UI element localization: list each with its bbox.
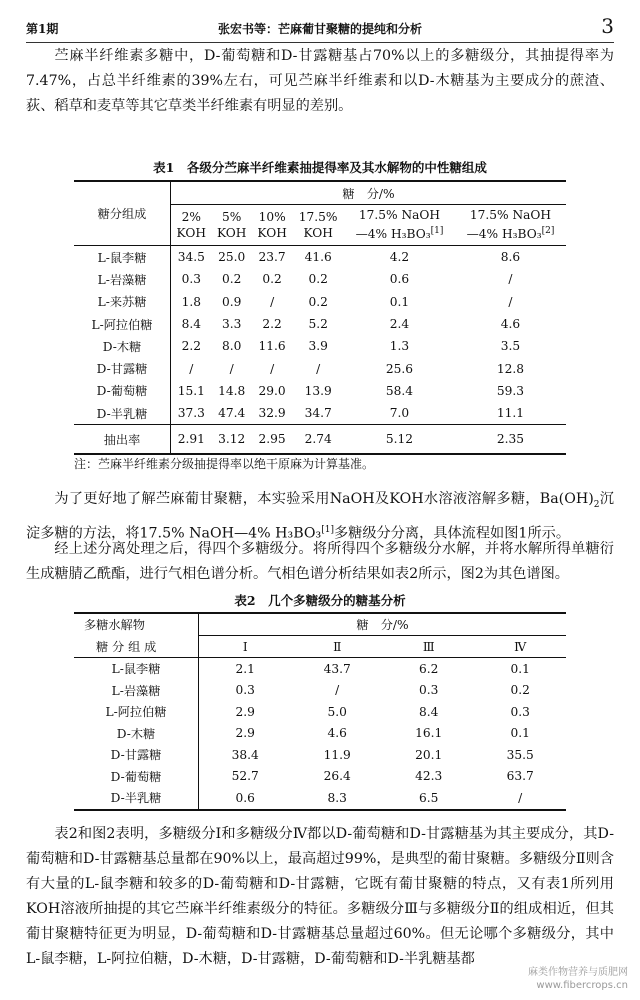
row-label: D-甘露糖 [74, 744, 199, 766]
table1-caption: 表1 各级分苎麻半纤维素抽提得率及其水解物的中性糖组成 [153, 160, 487, 175]
table-row [74, 380, 566, 402]
table-cell: 8.4 [419, 704, 439, 719]
table-cell: 3.9 [308, 339, 328, 354]
table-cell: 35.5 [506, 747, 534, 762]
running-title: 张宏书等：芒麻葡甘聚糖的提纯和分析 [217, 22, 422, 36]
table-cell: / [508, 272, 513, 287]
table-cell: 0.3 [419, 683, 439, 698]
watermark-line-1: 麻类作物营养与质肥网 [528, 967, 628, 978]
table-cell: 0.2 [308, 294, 328, 309]
table-cell: 0.2 [262, 272, 282, 287]
table-cell: 42.3 [415, 769, 443, 784]
row-label: D-半乳糖 [74, 787, 199, 810]
table1-yield-row [74, 425, 566, 455]
table-cell: 2.9 [235, 704, 255, 719]
table-cell: 20.1 [415, 747, 443, 762]
table-cell: 11.1 [496, 406, 525, 421]
table-cell: / [508, 294, 513, 309]
table-cell: 0.6 [199, 787, 292, 810]
table-cell: / [229, 361, 234, 376]
table-cell: 34.7 [304, 406, 332, 421]
paragraph-3: 经上述分离处理之后，得四个多糖级分。将所得四个多糖级分水解，并将水解所得单糖衍生成糖腈乙酰酯，进行气相色谱分析。气相色谱分析结果如表2所示，图2为其色谱图。 [26, 541, 614, 582]
table2-diag-top: 多糖水解物 [74, 613, 199, 636]
table1-column-header-line1: 17.5% NaOH [358, 208, 441, 223]
table2-caption: 表2 几个多糖级分的糖基分析 [234, 593, 406, 608]
table1-column-header [455, 205, 566, 246]
paragraph-2-part-a: 为了更好地了解苎麻葡甘聚糖，本实验采用NaOH及KOH水溶液溶解多糖，Ba(OH) [54, 491, 594, 507]
yield-cell: 2.35 [455, 425, 566, 455]
row-label: D-木糖 [74, 335, 171, 357]
table-cell: 8.3 [291, 787, 383, 810]
table-cell: 2.4 [389, 317, 410, 332]
yield-cell: 2.74 [292, 425, 344, 455]
table-cell: 11.6 [258, 339, 286, 354]
table-cell: 59.3 [496, 383, 525, 398]
table1-column-header [212, 205, 252, 246]
table-row [74, 744, 566, 766]
table1-column-header-line2: KOH [176, 226, 206, 240]
table2-column-header: Ⅲ [383, 636, 475, 658]
table1-column-header-line2-wrap [457, 223, 564, 242]
row-label: D-葡萄糖 [74, 380, 171, 402]
table-cell: 5.2 [308, 317, 328, 332]
table-cell: 26.4 [323, 769, 351, 784]
table-cell: 25.0 [218, 250, 246, 265]
row-label: L-阿拉伯糖 [74, 701, 199, 723]
table-cell: 58.4 [385, 383, 414, 398]
row-label: D-半乳糖 [74, 402, 171, 425]
table-cell: 1.3 [389, 339, 410, 354]
table-cell: / [189, 361, 194, 376]
table2 [74, 612, 566, 811]
table-cell: 63.7 [506, 769, 534, 784]
yield-cell: 5.12 [344, 425, 455, 455]
yield-cell: 2.95 [252, 425, 292, 455]
table-cell: 6.2 [419, 661, 439, 676]
table-row [74, 766, 566, 788]
table-cell: 43.7 [323, 661, 351, 676]
table-cell: 3.3 [222, 317, 242, 332]
table-cell: 0.3 [235, 683, 255, 698]
table-cell: 16.1 [415, 726, 443, 741]
table1-column-header-line1: 17.5% NaOH [469, 208, 552, 223]
table1-column-header [292, 205, 344, 246]
table-cell: 5.0 [327, 704, 347, 719]
table-cell: 8.4 [181, 317, 201, 332]
table-cell: 15.1 [177, 383, 205, 398]
table-cell: 1.8 [181, 294, 201, 309]
table1-column-header-line1: 10% [258, 210, 286, 224]
table-cell: 0.1 [510, 661, 530, 676]
table-cell: 52.7 [231, 769, 259, 784]
table-cell: 11.9 [323, 747, 351, 762]
paragraph-4: 表2和图2表明，多糖级分Ⅰ和多糖级分Ⅳ都以D-葡萄糖和D-甘露糖基为其主要成分，其D-葡萄糖和D-甘露糖基总量都在90%以上，最高超过99%，是典型的葡甘聚糖。多糖级分Ⅱ则含有大量的L-鼠李糖和较多的D-葡萄糖和D-甘露糖，它既有葡甘聚糖的特点，又有表1所列用KOH溶液所抽提的其它苎麻半纤维素级分的特征。多糖级分Ⅲ与多糖级分Ⅱ的组成相近，但其葡甘聚糖特征更为明显，D-葡萄糖和D-甘露糖基总量超过60%。但无论哪个多糖级分，其中L-鼠李糖，L-阿拉伯糖，D-木糖，D-甘露糖，D-葡萄糖和D-半乳糖基都 [26, 826, 614, 967]
table-cell: 37.3 [177, 406, 205, 421]
paragraph-1: 苎麻半纤维素多糖中，D-葡萄糖和D-甘露糖基占70%以上的多糖级分，其抽提得率为7.47%，占总半纤维素的39%左右，可见苎麻半纤维素和以D-木糖基为主要成分的蔗渣、荻、稻草和麦草等其它草类半纤维素有明显的差别。 [26, 48, 614, 114]
table-cell: 23.7 [258, 250, 286, 265]
table-cell: 34.5 [177, 250, 205, 265]
table-cell: 38.4 [231, 747, 259, 762]
table1-column-reference: [1] [430, 226, 444, 237]
table-cell: / [316, 361, 321, 376]
table1-row-header: 糖分组成 [74, 181, 171, 246]
table-cell: 0.3 [510, 704, 530, 719]
table2-column-header: Ⅰ [199, 636, 292, 658]
table1-column-header-line1: 2% [181, 210, 201, 224]
table-cell: 2.9 [235, 726, 255, 741]
table-cell: 0.2 [222, 272, 242, 287]
table-cell: 8.0 [222, 339, 242, 354]
table2-diag-bottom: 糖 分 组 成 [74, 636, 199, 658]
row-label: L-来苏糖 [74, 291, 171, 313]
table-cell: 0.2 [510, 683, 530, 698]
row-label: L-岩藻糖 [74, 680, 199, 702]
table-row [74, 680, 566, 702]
row-label: L-阿拉伯糖 [74, 313, 171, 335]
paragraph-2-part-b: 沉淀多糖的方法，将17.5% NaOH—4% H₃BO₃ [26, 491, 614, 542]
table1 [74, 180, 566, 455]
row-label: D-甘露糖 [74, 357, 171, 379]
table-cell: 32.9 [258, 406, 286, 421]
table-row [74, 268, 566, 290]
table1-column-header-line2: —4% H₃BO₃ [355, 227, 431, 242]
table-cell: 14.8 [218, 383, 246, 398]
watermark-line-2: www.fibercrops.cn [536, 980, 628, 991]
table-cell: 8.6 [500, 250, 521, 265]
table-cell: 3.5 [500, 339, 521, 354]
table1-column-header-line1: 17.5% [298, 210, 338, 224]
table1-column-header-line2-wrap [346, 223, 453, 242]
table1-note: 注：苎麻半纤维素分级抽提得率以绝干原麻为计算基准。 [74, 457, 375, 471]
table-cell: 6.5 [383, 787, 475, 810]
table-row [74, 787, 566, 810]
table-cell: 0.6 [389, 272, 410, 287]
table-row [74, 313, 566, 335]
table-row [74, 701, 566, 723]
table2-column-header: Ⅳ [474, 636, 566, 658]
table2-group-header: 糖 分/% [199, 613, 567, 636]
table-cell: 13.9 [304, 383, 332, 398]
table-cell: / [474, 787, 566, 810]
table-cell: 0.2 [308, 272, 328, 287]
table1-column-reference: [2] [541, 226, 555, 237]
yield-label: 抽出率 [74, 425, 171, 455]
yield-cell: 2.91 [171, 425, 212, 455]
table2-column-header: Ⅱ [291, 636, 383, 658]
table-cell: 47.4 [218, 406, 246, 421]
yield-cell: 3.12 [212, 425, 252, 455]
table-cell: 29.0 [258, 383, 286, 398]
table1-column-header [252, 205, 292, 246]
running-header [26, 14, 614, 43]
table-row [74, 291, 566, 313]
table-cell: 2.2 [262, 317, 282, 332]
row-label: L-岩藻糖 [74, 268, 171, 290]
table1-column-header-line2: KOH [257, 226, 287, 240]
table1-column-header-line2: KOH [217, 226, 247, 240]
table-row [74, 335, 566, 357]
table-row [74, 723, 566, 745]
table1-column-header-line2: KOH [303, 226, 333, 240]
paragraph-2-part-c: 多糖级分分离，具体流程如图1所示。 [333, 525, 571, 542]
table1-group-header: 糖 分/% [171, 181, 567, 205]
row-label: D-木糖 [74, 723, 199, 745]
row-label: L-鼠李糖 [74, 246, 171, 269]
issue-label: 第1期 [26, 22, 59, 36]
table-row [74, 357, 566, 379]
row-label: D-葡萄糖 [74, 766, 199, 788]
table-cell: 4.2 [389, 250, 410, 265]
table-row [74, 246, 566, 269]
table-cell: 0.9 [222, 294, 242, 309]
table1-column-header-line1: 5% [222, 210, 242, 224]
table-cell: / [270, 294, 275, 309]
table-cell: 7.0 [389, 406, 410, 421]
table-cell: 2.2 [181, 339, 201, 354]
table1-column-header-line2: —4% H₃BO₃ [466, 227, 542, 242]
table-cell: 12.8 [496, 361, 525, 376]
table-cell: 41.6 [304, 250, 332, 265]
table1-column-header [344, 205, 455, 246]
table-cell: / [335, 683, 340, 698]
page-number: 3 [601, 14, 614, 38]
table-cell: 4.6 [500, 317, 521, 332]
paragraph-2-subscript: 2 [593, 499, 600, 510]
row-label: L-鼠李糖 [74, 658, 199, 680]
table-cell: 0.1 [510, 726, 530, 741]
site-watermark [528, 966, 628, 992]
table-cell: 2.1 [235, 661, 255, 676]
table-cell: / [270, 361, 275, 376]
table-row [74, 658, 566, 680]
table-cell: 0.1 [389, 294, 410, 309]
paragraph-2-reference: [1] [321, 524, 334, 535]
table-cell: 4.6 [327, 726, 347, 741]
table-cell: 25.6 [385, 361, 414, 376]
table-cell: 0.3 [181, 272, 201, 287]
table1-column-header [171, 205, 212, 246]
table-row [74, 402, 566, 425]
